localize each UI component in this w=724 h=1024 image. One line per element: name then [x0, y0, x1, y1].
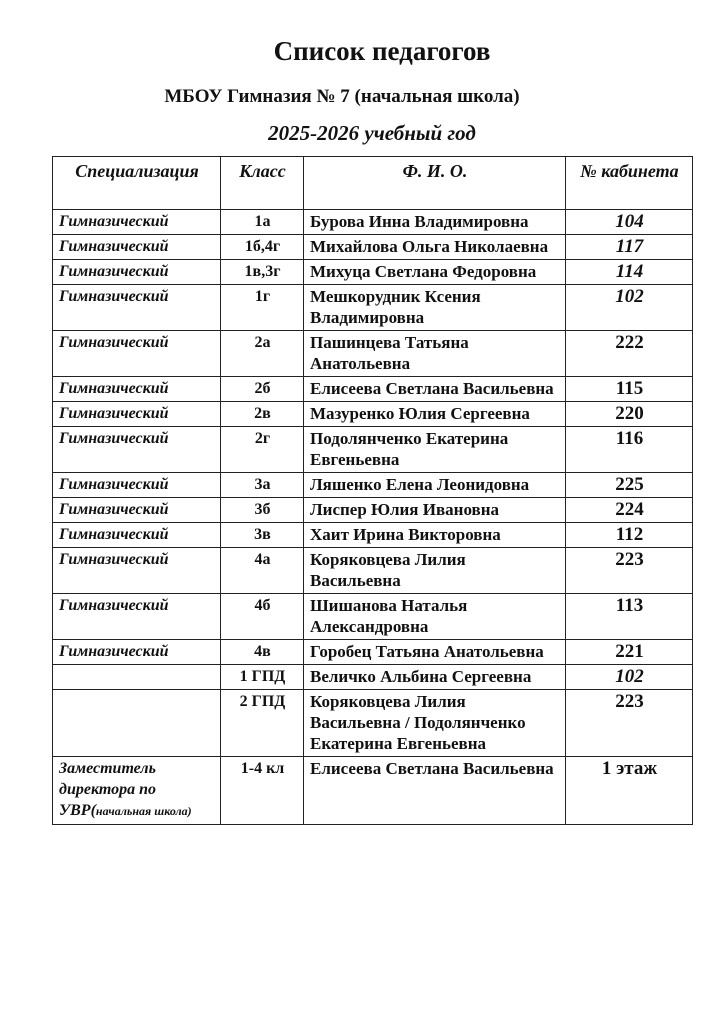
column-header-specialization: Специализация: [53, 157, 221, 210]
room-cell: 225: [566, 473, 693, 498]
teacher-name-cell: Елисеева Светлана Васильевна: [304, 377, 566, 402]
teacher-name-cell: Мешкорудник Ксения Владимировна: [304, 285, 566, 331]
specialization-cell: [53, 548, 221, 594]
room-cell: 114: [566, 260, 693, 285]
specialization-cell: [53, 210, 221, 235]
specialization-cell: [53, 331, 221, 377]
room-cell: 1 этаж: [566, 757, 693, 825]
specialization-text: Гимназический: [59, 526, 169, 543]
specialization-cell: [53, 285, 221, 331]
specialization-cell: [53, 235, 221, 260]
class-cell: 1б,4г: [221, 235, 304, 260]
teacher-name-cell: Мазуренко Юлия Сергеевна: [304, 402, 566, 427]
specialization-text: Гимназический: [59, 380, 169, 397]
table-row: [53, 260, 693, 285]
column-header-class: Класс: [221, 157, 304, 210]
column-header-room: № кабинета: [566, 157, 693, 210]
room-cell: 116: [566, 427, 693, 473]
table-row: [53, 402, 693, 427]
class-cell: 2г: [221, 427, 304, 473]
class-cell: 1в,3г: [221, 260, 304, 285]
specialization-text: Гимназический: [59, 501, 169, 518]
specialization-cell: [53, 640, 221, 665]
specialization-cell: [53, 665, 221, 690]
room-cell: 104: [566, 210, 693, 235]
teacher-name-cell: Величко Альбина Сергеевна: [304, 665, 566, 690]
specialization-text: Гимназический: [59, 430, 169, 447]
specialization-cell: [53, 690, 221, 757]
teacher-name-cell: Пашинцева Татьяна Анатольевна: [304, 331, 566, 377]
specialization-text: Гимназический: [59, 597, 169, 614]
class-cell: 2а: [221, 331, 304, 377]
specialization-cell: [53, 594, 221, 640]
teacher-name-cell: Шишанова Наталья Александровна: [304, 594, 566, 640]
specialization-text: Гимназический: [59, 643, 169, 660]
specialization-text: Гимназический: [59, 405, 169, 422]
table-row: [53, 427, 693, 473]
class-cell: 1г: [221, 285, 304, 331]
table-row: [53, 331, 693, 377]
specialization-text: Гимназический: [59, 238, 169, 255]
table-body: [53, 210, 693, 825]
room-cell: 221: [566, 640, 693, 665]
room-cell: 112: [566, 523, 693, 548]
class-cell: 2б: [221, 377, 304, 402]
teacher-name-cell: Подолянченко Екатерина Евгеньевна: [304, 427, 566, 473]
specialization-note: начальная школа): [95, 804, 192, 818]
specialization-cell: [53, 498, 221, 523]
specialization-cell: [53, 402, 221, 427]
teacher-name-cell: Елисеева Светлана Васильевна: [304, 757, 566, 825]
table-row: [53, 757, 693, 825]
teacher-name-cell: Горобец Татьяна Анатольевна: [304, 640, 566, 665]
table-row: [53, 498, 693, 523]
class-cell: 2в: [221, 402, 304, 427]
table-row: [53, 473, 693, 498]
class-cell: 4а: [221, 548, 304, 594]
class-cell: 1 ГПД: [221, 665, 304, 690]
teacher-name-cell: Коряковцева Лилия Васильевна: [304, 548, 566, 594]
teacher-name-cell: Хаит Ирина Викторовна: [304, 523, 566, 548]
specialization-text: Гимназический: [59, 263, 169, 280]
table-row: [53, 285, 693, 331]
room-cell: 220: [566, 402, 693, 427]
teacher-name-cell: Михуца Светлана Федоровна: [304, 260, 566, 285]
room-cell: 223: [566, 690, 693, 757]
table-row: [53, 523, 693, 548]
specialization-text: Гимназический: [59, 476, 169, 493]
teacher-name-cell: Михайлова Ольга Николаевна: [304, 235, 566, 260]
table-row: [53, 210, 693, 235]
room-cell: 102: [566, 665, 693, 690]
table-row: [53, 594, 693, 640]
specialization-cell: [53, 260, 221, 285]
page-title: Список педагогов: [273, 36, 491, 66]
class-cell: 4б: [221, 594, 304, 640]
specialization-text: Гимназический: [59, 213, 169, 230]
table-row: [53, 235, 693, 260]
class-cell: 4в: [221, 640, 304, 665]
room-cell: 224: [566, 498, 693, 523]
table-header-row: [53, 157, 693, 210]
room-cell: 115: [566, 377, 693, 402]
column-header-fio: Ф. И. О.: [304, 157, 566, 210]
teacher-name-cell: Коряковцева Лилия Васильевна / Подолянченко Екатерина Евгеньевна: [304, 690, 566, 757]
specialization-text: Гимназический: [59, 334, 169, 351]
specialization-text: Гимназический: [59, 551, 169, 568]
class-cell: 3в: [221, 523, 304, 548]
room-cell: 113: [566, 594, 693, 640]
class-cell: 1а: [221, 210, 304, 235]
room-cell: 102: [566, 285, 693, 331]
specialization-cell: [53, 377, 221, 402]
specialization-cell: [53, 473, 221, 498]
teachers-table: [52, 156, 693, 825]
school-year: 2025-2026 учебный год: [268, 121, 476, 145]
room-cell: 223: [566, 548, 693, 594]
table-row: [53, 690, 693, 757]
table-row: [53, 640, 693, 665]
room-cell: 222: [566, 331, 693, 377]
class-cell: 3б: [221, 498, 304, 523]
school-name: МБОУ Гимназия № 7 (начальная школа): [164, 86, 520, 107]
room-cell: 117: [566, 235, 693, 260]
class-cell: 1-4 кл: [221, 757, 304, 825]
specialization-text: Заместитель директора по УВР(: [59, 760, 156, 819]
teacher-name-cell: Лиспер Юлия Ивановна: [304, 498, 566, 523]
table-row: [53, 377, 693, 402]
class-cell: 3а: [221, 473, 304, 498]
specialization-text: Гимназический: [59, 288, 169, 305]
table-row: [53, 548, 693, 594]
teacher-name-cell: Бурова Инна Владимировна: [304, 210, 566, 235]
specialization-cell: [53, 427, 221, 473]
table-row: [53, 665, 693, 690]
teacher-name-cell: Ляшенко Елена Леонидовна: [304, 473, 566, 498]
class-cell: 2 ГПД: [221, 690, 304, 757]
specialization-cell: [53, 757, 221, 825]
specialization-cell: [53, 523, 221, 548]
